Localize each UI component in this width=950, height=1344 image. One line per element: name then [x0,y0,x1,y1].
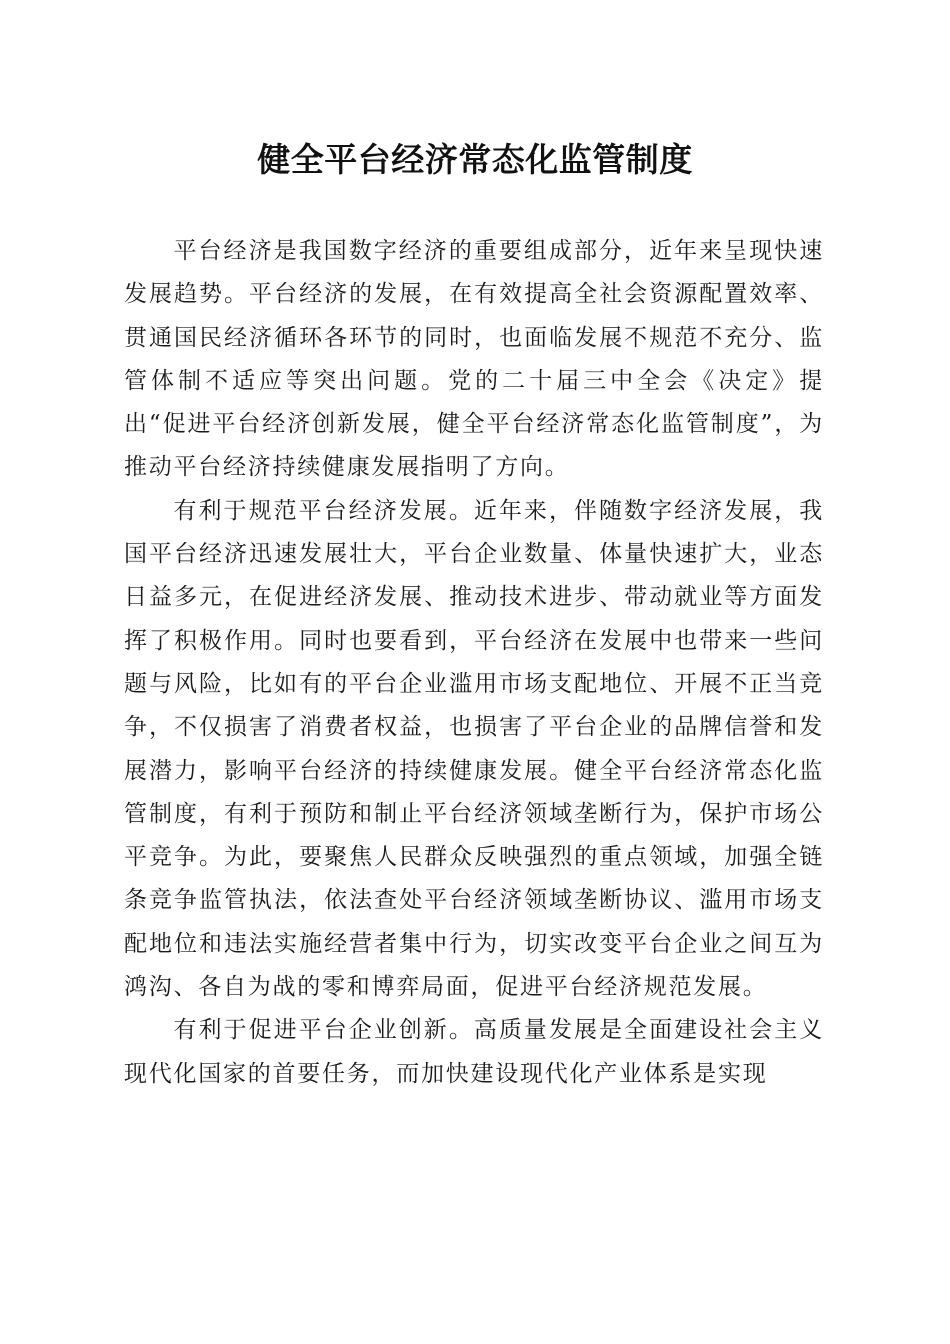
paragraph-regulate-development: 有利于规范平台经济发展。近年来，伴随数字经济发展，我国平台经济迅速发展壮大，平台企业数量、体量快速扩大，业态日益多元，在促进经济发展、推动技术进步、带动就业等方面发挥了积极作用。同时也要看到，平台经济在发展中也带来一些问题与风险，比如有的平台企业滥用市场支配地位、开展不正当竞争，不仅损害了消费者权益，也损害了平台企业的品牌信誉和发展潜力，影响平台经济的持续健康发展。健全平台经济常态化监管制度，有利于预防和制止平台经济领域垄断行为，保护市场公平竞争。为此，要聚焦人民群众反映强烈的重点领域，加强全链条竞争监管执法，依法查处平台经济领域垄断协议、滥用市场支配地位和违法实施经营者集中行为，切实改变平台企业之间互为鸿沟、各自为战的零和博弈局面，促进平台经济规范发展。 [124,497,824,1001]
document-body [124,230,824,1096]
paragraph-promote-innovation: 有利于促进平台企业创新。高质量发展是全面建设社会主义现代化国家的首要任务，而加快建设现代化产业体系是实现 [124,1017,824,1087]
document-title: 健全平台经济常态化监管制度 [257,140,693,179]
paragraph-intro: 平台经济是我国数字经济的重要组成部分，近年来呈现快速发展趋势。平台经济的发展，在有效提高全社会资源配置效率、贯通国民经济循环各环节的同时，也面临发展不规范不充分、监管体制不适应等突出问题。党的二十届三中全会《决定》提出“促进平台经济创新发展，健全平台经济常态化监管制度”，为推动平台经济持续健康发展指明了方向。 [124,238,824,481]
